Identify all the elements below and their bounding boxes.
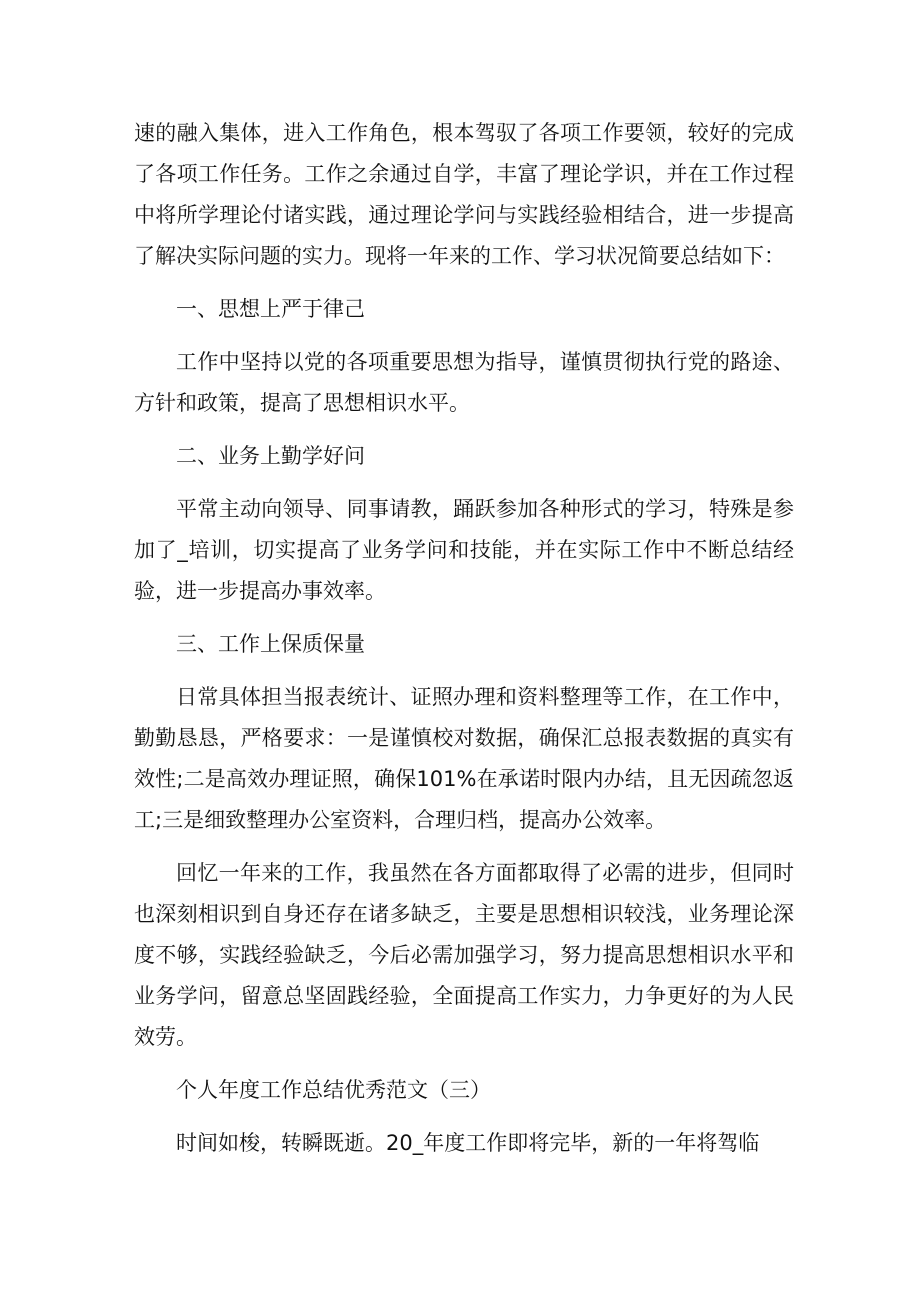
paragraph-section-3: 日常具体担当报表统计、证照办理和资料整理等工作，在工作中，勤勤恳恳，严格要求：一是谨慎校对数据，确保汇总报表数据的真实有效性;二是高效办理证照，确保101%在承诺时限内办结，且无因疏忽返工;三是细致整理办公室资料，合理归档，提高办公效率。 [134, 685, 794, 832]
paragraph-intro-continuation: 速的融入集体，进入工作角色，根本驾驭了各项工作要领，较好的完成了各项工作任务。工作之余通过自学，丰富了理论学识，并在工作过程中将所学理论付诸实践，通过理论学问与实践经验相结合，进一步提高了解决实际问题的实力。现将一年来的工作、学习状况简要总结如下： [134, 121, 794, 268]
paragraph-section-1: 工作中坚持以党的各项重要思想为指导，谨慎贯彻执行党的路途、方针和政策，提高了思想相识水平。 [134, 350, 794, 415]
paragraph-review: 回忆一年来的工作，我虽然在各方面都取得了必需的进步，但同时也深刻相识到自身还存在诸多缺乏，主要是思想相识较浅，业务理论深度不够，实践经验缺乏，今后必需加强学习，努力提高思想相识水平和业务学问，留意总坚固践经验，全面提高工作实力，力争更好的为人民效劳。 [134, 861, 794, 1049]
section-heading-2: 二、业务上勤学好问 [176, 444, 365, 468]
section-heading-1: 一、思想上严于律己 [176, 297, 365, 321]
document-body [134, 113, 794, 1164]
section-heading-3: 三、工作上保质保量 [176, 632, 365, 656]
article-title-3: 个人年度工作总结优秀范文（三） [176, 1078, 491, 1102]
paragraph-section-2: 平常主动向领导、同事请教，踊跃参加各种形式的学习，特殊是参加了_培训，切实提高了业务学问和技能，并在实际工作中不断总结经验，进一步提高办事效率。 [134, 497, 794, 603]
paragraph-article-3-opening: 时间如梭，转瞬既逝。20_年度工作即将完毕，新的一年将驾临 [176, 1131, 760, 1155]
